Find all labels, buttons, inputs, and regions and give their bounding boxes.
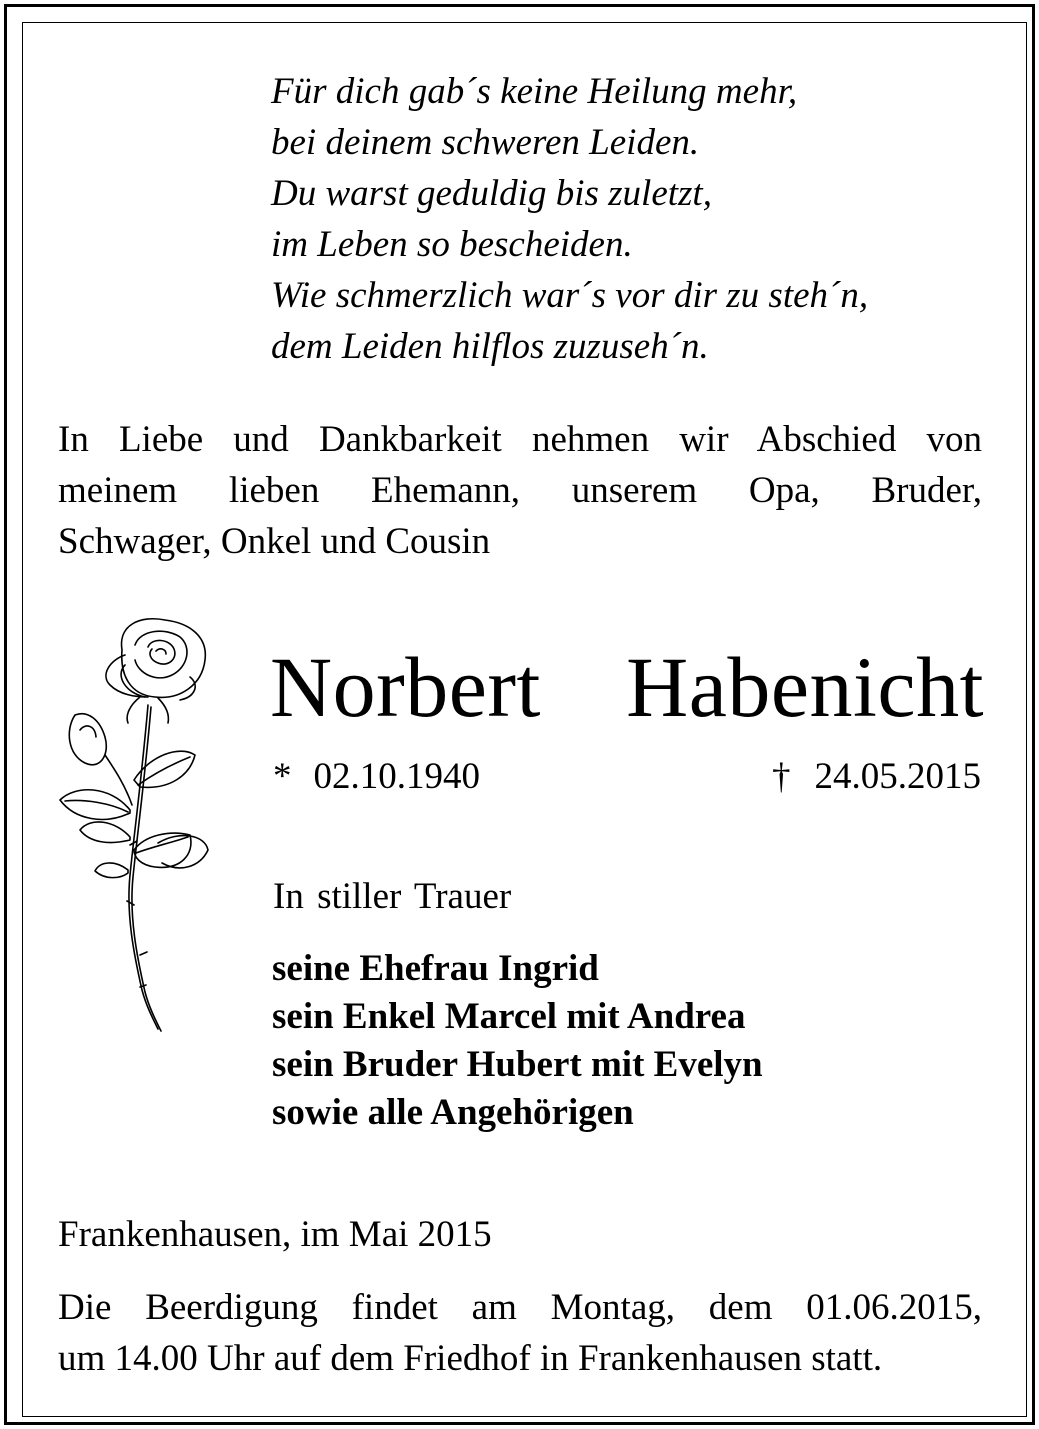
farewell-text: [58, 414, 982, 567]
death-symbol: †: [772, 756, 791, 797]
rose-icon: [30, 605, 230, 1035]
poem-line: Für dich gab´s keine Heilung mehr,: [271, 71, 798, 112]
death-date: 24.05.2015: [814, 756, 981, 797]
funeral-line: um 14.00 Uhr auf dem Friedhof in Frankenhausen statt.: [58, 1338, 883, 1379]
place-date: Frankenhausen, im Mai 2015: [58, 1214, 492, 1255]
mourner-item: sowie alle Angehörigen: [272, 1092, 634, 1133]
life-dates: [273, 752, 981, 802]
poem-line: Du warst geduldig bis zuletzt,: [271, 173, 712, 214]
poem: [271, 66, 868, 372]
death-date-group: [772, 752, 981, 802]
mourner-item: sein Bruder Hubert mit Evelyn: [272, 1044, 763, 1085]
deceased-name: Norbert Habenicht: [270, 639, 984, 735]
poem-line: Wie schmerzlich war´s vor dir zu steh´n,: [271, 275, 869, 316]
birth-date: 02.10.1940: [313, 756, 480, 797]
mourner-item: seine Ehefrau Ingrid: [272, 948, 599, 989]
farewell-line: Schwager, Onkel und Cousin: [58, 521, 491, 562]
farewell-line: meinem lieben Ehemann, unserem Opa, Bruder,: [58, 470, 982, 511]
birth-date-group: [273, 752, 480, 802]
funeral-line: Die Beerdigung findet am Montag, dem 01.06.2015,: [58, 1287, 982, 1328]
mourners-list: [272, 945, 763, 1137]
farewell-line: In Liebe und Dankbarkeit nehmen wir Abschied von: [58, 419, 982, 460]
mourning-heading: In stiller Trauer: [273, 876, 512, 917]
poem-line: dem Leiden hilflos zuzuseh´n.: [271, 326, 709, 367]
funeral-notice: [58, 1282, 982, 1384]
birth-symbol: *: [273, 756, 292, 797]
mourner-item: sein Enkel Marcel mit Andrea: [272, 996, 746, 1037]
poem-line: im Leben so bescheiden.: [271, 224, 633, 265]
poem-line: bei deinem schweren Leiden.: [271, 122, 700, 163]
